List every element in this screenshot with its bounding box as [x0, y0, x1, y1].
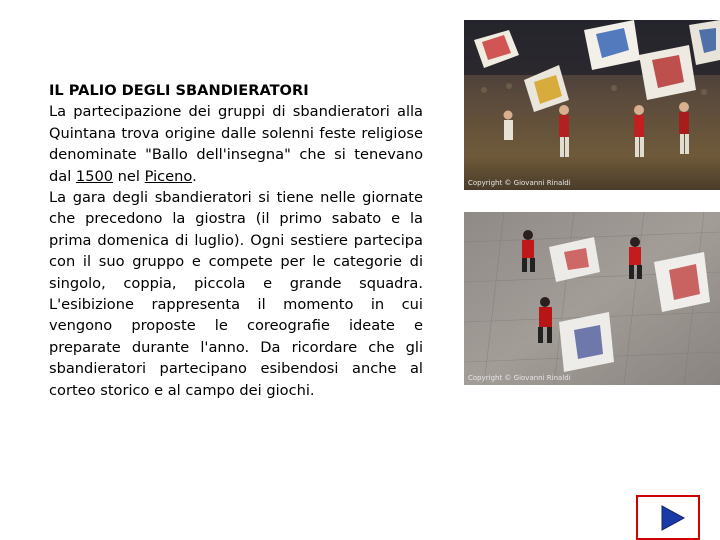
page-title: IL PALIO DEGLI SBANDIERATORI: [49, 82, 309, 99]
play-triangle-right-icon: [638, 497, 698, 538]
paragraph-origins-mid: nel: [113, 167, 145, 185]
link-place[interactable]: Piceno: [144, 167, 193, 185]
link-year[interactable]: 1500: [75, 167, 114, 185]
photo-flag-wavers-square: [464, 212, 720, 385]
next-page-button[interactable]: [636, 495, 700, 540]
photo-caption: Copyright © Giovanni Rinaldi: [468, 179, 571, 187]
paragraph-competition: La gara degli sbandieratori si tiene nelle giornate che precedono la giostra (il primo sabato e la prima domenica di luglio). Ogni sestiere partecipa con il suo gruppo e compete per le categorie di singolo, coppia, piccola e grande squadra. L'esibizione rappresenta il momento in cui vengono proposte le coreografie ideate e preparate durante l'anno. Da ricordare che gli sbandieratori partecipano esibendosi anche al corteo storico e al campo dei giochi.: [49, 189, 423, 399]
photo-flag-wavers-stadium: [464, 20, 720, 190]
photo-flag-wavers-stadium-image: [464, 20, 720, 190]
photo-caption: Copyright © Giovanni Rinaldi: [468, 374, 571, 382]
paragraph-origins-end: .: [192, 167, 197, 185]
paragraph-origins: [49, 101, 423, 187]
paragraph-origins-text: La partecipazione dei gruppi di sbandieratori alla Quintana trova origine dalle solenni feste religiose denominate "Ballo dell'insegna" che si tenevano dal: [49, 103, 423, 185]
photo-flag-wavers-square-image: [464, 212, 720, 385]
text-content: [49, 80, 423, 401]
